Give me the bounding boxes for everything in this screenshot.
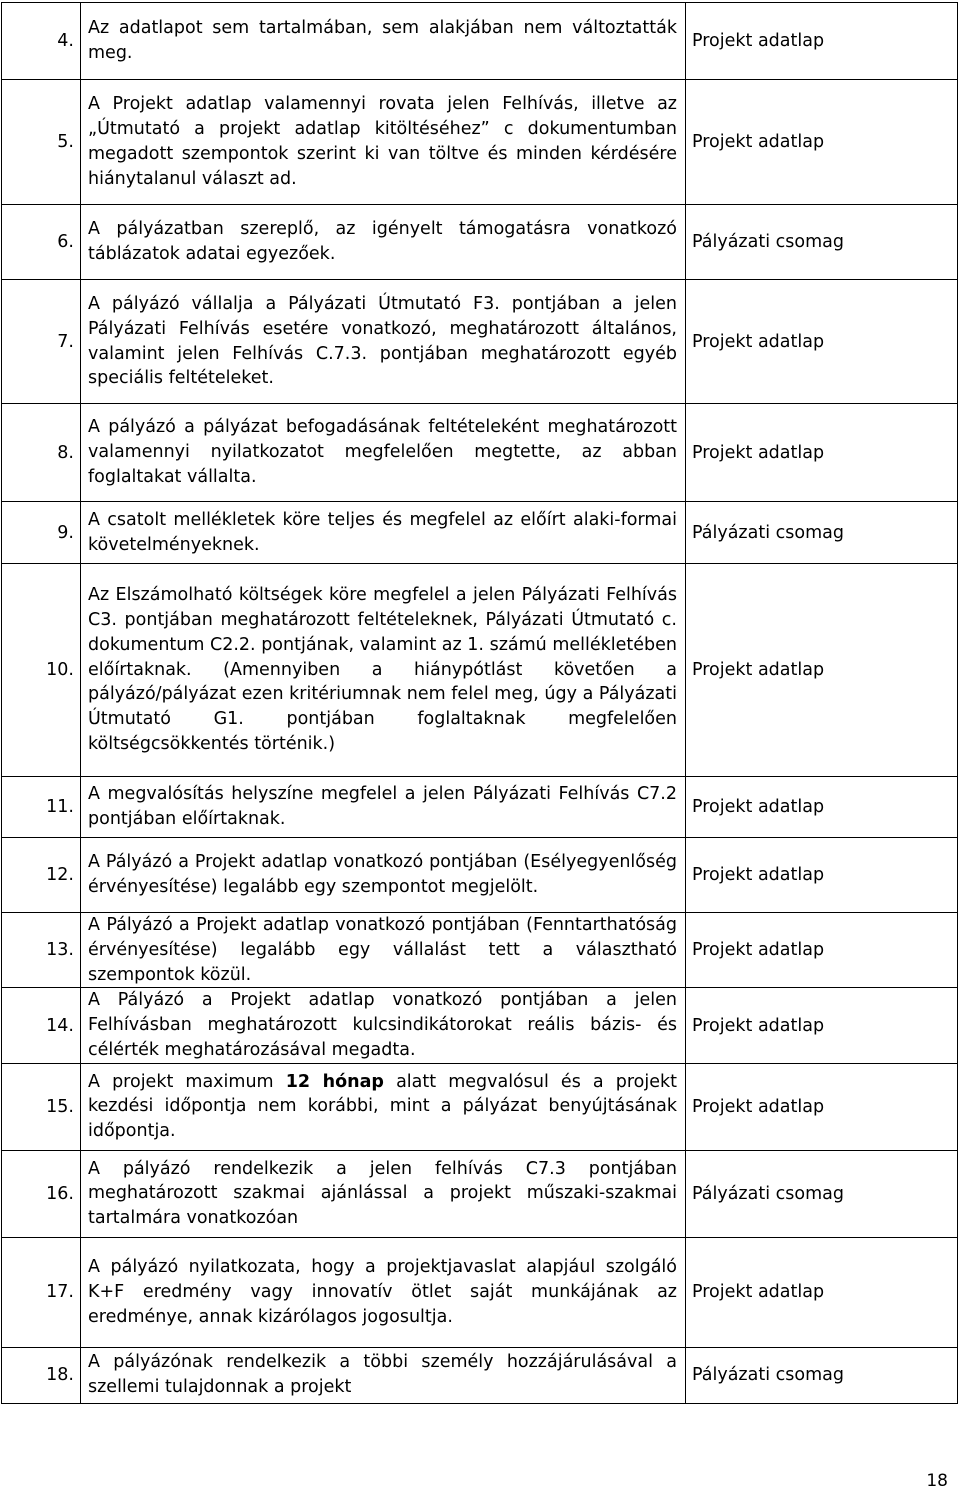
- row-number: 10.: [2, 564, 81, 777]
- criterion-text: A pályázónak rendelkezik a többi személy hozzájárulásával a szellemi tulajdonnak a projekt: [81, 1347, 686, 1403]
- row-number: 4.: [2, 3, 81, 80]
- table-row: [2, 502, 958, 564]
- verification-source: Pályázati csomag: [686, 205, 958, 280]
- verification-source: Projekt adatlap: [686, 3, 958, 80]
- table-row: [2, 3, 958, 80]
- criterion-text: A pályázó a pályázat befogadásának feltételeként meghatározott valamennyi nyilatkozatot megfelelően megtette, az abban foglaltakat vállalta.: [81, 404, 686, 502]
- row-number: 12.: [2, 838, 81, 913]
- table-row: [2, 913, 958, 988]
- table-row: [2, 564, 958, 777]
- verification-source: Projekt adatlap: [686, 838, 958, 913]
- criterion-text: A projekt maximum 12 hónap alatt megvalósul és a projekt kezdési időpontja nem korábbi, mint a pályázat benyújtásának időpontja.: [81, 1063, 686, 1150]
- criterion-text: Az adatlapot sem tartalmában, sem alakjában nem változtatták meg.: [81, 3, 686, 80]
- criterion-text: A megvalósítás helyszíne megfelel a jelen Pályázati Felhívás C7.2 pontjában előírtaknak.: [81, 777, 686, 838]
- table-row: [2, 777, 958, 838]
- verification-source: Projekt adatlap: [686, 1237, 958, 1347]
- verification-source: Projekt adatlap: [686, 777, 958, 838]
- table-row: [2, 1237, 958, 1347]
- criterion-text: A pályázó rendelkezik a jelen felhívás C7.3 pontjában meghatározott szakmai ajánlással a projekt műszaki-szakmai tartalmára vonatkozóan: [81, 1150, 686, 1237]
- criterion-text: A Pályázó a Projekt adatlap vonatkozó pontjában (Esélyegyenlőség érvényesítése) legalább egy szempontot megjelölt.: [81, 838, 686, 913]
- criterion-text: A Pályázó a Projekt adatlap vonatkozó pontjában a jelen Felhívásban meghatározott kulcsindikátorokat reális bázis- és célérték meghatározásával megadta.: [81, 988, 686, 1063]
- table-row: [2, 988, 958, 1063]
- table-row: [2, 205, 958, 280]
- verification-source: Projekt adatlap: [686, 1063, 958, 1150]
- criterion-text: A pályázatban szereplő, az igényelt támogatásra vonatkozó táblázatok adatai egyezőek.: [81, 205, 686, 280]
- criterion-text: A pályázó vállalja a Pályázati Útmutató F3. pontjában a jelen Pályázati Felhívás esetére vonatkozó, meghatározott általános, valamint jelen Felhívás C.7.3. pontjában meghatározott egyéb speciális feltételeket.: [81, 280, 686, 404]
- verification-source: Pályázati csomag: [686, 502, 958, 564]
- criterion-text: A Projekt adatlap valamennyi rovata jelen Felhívás, illetve az „Útmutató a projekt adatlap kitöltéséhez” c dokumentumban megadott szempontok szerint ki van töltve és minden kérdésére hiánytalanul választ ad.: [81, 80, 686, 205]
- table-row: [2, 1063, 958, 1150]
- row-number: 7.: [2, 280, 81, 404]
- verification-source: Projekt adatlap: [686, 913, 958, 988]
- table-row: [2, 80, 958, 205]
- row-number: 6.: [2, 205, 81, 280]
- criteria-table: [1, 2, 958, 1404]
- verification-source: Pályázati csomag: [686, 1347, 958, 1403]
- row-number: 11.: [2, 777, 81, 838]
- verification-source: Projekt adatlap: [686, 80, 958, 205]
- criterion-text: A pályázó nyilatkozata, hogy a projektjavaslat alapjául szolgáló K+F eredmény vagy innovatív ötlet saját munkájának az eredménye, annak kizárólagos jogosultja.: [81, 1237, 686, 1347]
- verification-source: Projekt adatlap: [686, 404, 958, 502]
- table-row: [2, 1347, 958, 1403]
- criterion-text: A csatolt mellékletek köre teljes és megfelel az előírt alaki-formai követelményeknek.: [81, 502, 686, 564]
- table-row: [2, 404, 958, 502]
- verification-source: Projekt adatlap: [686, 280, 958, 404]
- table-row: [2, 838, 958, 913]
- verification-source: Projekt adatlap: [686, 988, 958, 1063]
- row-number: 5.: [2, 80, 81, 205]
- row-number: 16.: [2, 1150, 81, 1237]
- row-number: 9.: [2, 502, 81, 564]
- row-number: 15.: [2, 1063, 81, 1150]
- verification-source: Projekt adatlap: [686, 564, 958, 777]
- row-number: 13.: [2, 913, 81, 988]
- row-number: 14.: [2, 988, 81, 1063]
- row-number: 18.: [2, 1347, 81, 1403]
- criterion-text: A Pályázó a Projekt adatlap vonatkozó pontjában (Fenntarthatóság érvényesítése) legalább egy vállalást tett a választható szempontok közül.: [81, 913, 686, 988]
- row-number: 8.: [2, 404, 81, 502]
- table-row: [2, 280, 958, 404]
- table-row: [2, 1150, 958, 1237]
- verification-source: Pályázati csomag: [686, 1150, 958, 1237]
- page-number: 18: [926, 1471, 948, 1491]
- row-number: 17.: [2, 1237, 81, 1347]
- duration-highlight: 12 hónap: [285, 1071, 384, 1092]
- criterion-text: Az Elszámolható költségek köre megfelel a jelen Pályázati Felhívás C3. pontjában meghatározott feltételeknek, Pályázati Útmutató c. dokumentum C2.2. pontjának, valamint az 1. számú mellékletében előírtaknak. (Amennyiben a hiánypótlást követően a pályázó/pályázat ezen kritériumnak nem felel meg, úgy a Pályázati Útmutató G1. pontjában foglaltaknak megfelelően költségcsökkentés történik.): [81, 564, 686, 777]
